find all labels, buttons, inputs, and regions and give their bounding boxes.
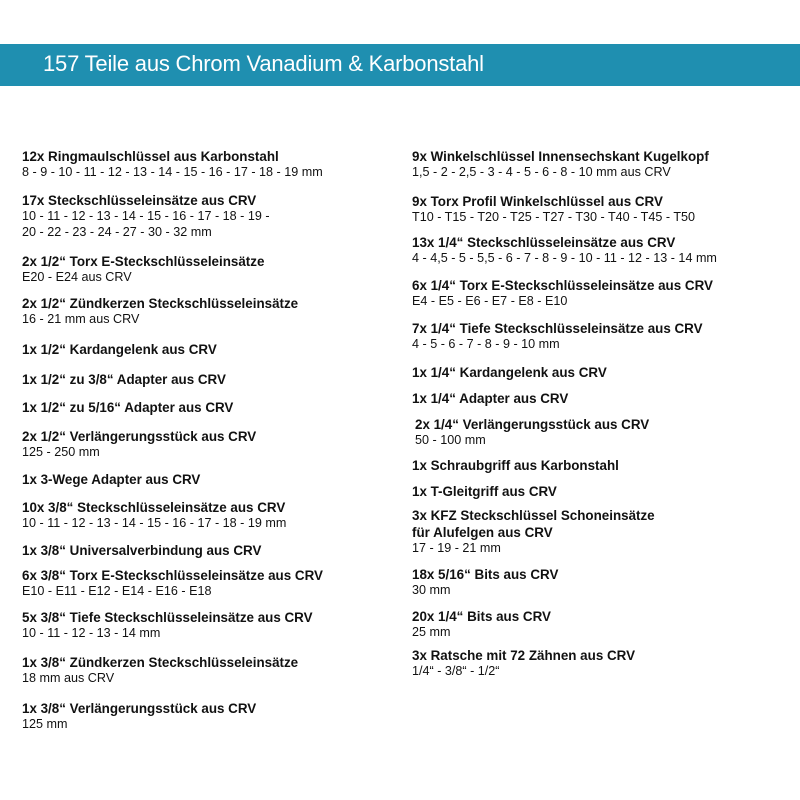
left-list-item: [22, 193, 270, 240]
item-detail: 18 mm aus CRV: [22, 671, 115, 685]
item-detail: 4 - 5 - 6 - 7 - 8 - 9 - 10 mm: [412, 337, 560, 351]
item-title: 1x 1/4“ Kardangelenk aus CRV: [412, 365, 607, 380]
item-title: 5x 3/8“ Tiefe Steckschlüsseleinsätze aus CRV: [22, 610, 313, 625]
right-list-item: [415, 417, 649, 448]
item-title: 1x 3/8“ Verlängerungsstück aus CRV: [22, 701, 257, 716]
item-title: 18x 5/16“ Bits aus CRV: [412, 567, 559, 582]
item-title: 2x 1/4“ Verlängerungsstück aus CRV: [415, 417, 650, 432]
item-title: 9x Torx Profil Winkelschlüssel aus CRV: [412, 194, 663, 209]
item-detail: 1,5 - 2 - 2,5 - 3 - 4 - 5 - 6 - 8 - 10 mm aus CRV: [412, 165, 671, 179]
item-title: 1x 1/2“ zu 5/16“ Adapter aus CRV: [22, 400, 234, 415]
right-list-item: [412, 484, 557, 499]
right-list-item: [412, 458, 619, 473]
item-title: 1x 1/2“ Kardangelenk aus CRV: [22, 342, 217, 357]
right-list-item: [412, 391, 568, 406]
item-title: 1x Schraubgriff aus Karbonstahl: [412, 458, 619, 473]
right-list-item: [412, 149, 709, 180]
right-list-item: [412, 525, 553, 556]
item-detail: T10 - T15 - T20 - T25 - T27 - T30 - T40 - T45 - T50: [412, 210, 696, 224]
left-list-item: [22, 610, 313, 641]
right-list-item: [412, 567, 558, 598]
item-detail: 17 - 19 - 21 mm: [412, 541, 501, 555]
item-title: 9x Winkelschlüssel Innensechskant Kugelkopf: [412, 149, 709, 164]
item-detail: 4 - 4,5 - 5 - 5,5 - 6 - 7 - 8 - 9 - 10 - 11 - 12 - 13 - 14 mm: [412, 251, 717, 265]
item-detail: E4 - E5 - E6 - E7 - E8 - E10: [412, 294, 568, 308]
item-title: 6x 3/8“ Torx E-Steckschlüsseleinsätze aus CRV: [22, 568, 323, 583]
item-title: 1x 1/4“ Adapter aus CRV: [412, 391, 569, 406]
left-list-item: [22, 342, 217, 357]
right-list-item: [412, 321, 703, 352]
left-list-item: [22, 429, 256, 460]
item-title: 1x 3/8“ Universalverbindung aus CRV: [22, 543, 262, 558]
item-title: 1x 3-Wege Adapter aus CRV: [22, 472, 201, 487]
item-title: 6x 1/4“ Torx E-Steckschlüsseleinsätze aus CRV: [412, 278, 713, 293]
left-list-item: [22, 400, 233, 415]
item-title: 2x 1/2“ Zündkerzen Steckschlüsseleinsätze: [22, 296, 299, 311]
item-detail: 10 - 11 - 12 - 13 - 14 mm: [22, 626, 161, 640]
item-title: 7x 1/4“ Tiefe Steckschlüsseleinsätze aus CRV: [412, 321, 703, 336]
item-detail: E10 - E11 - E12 - E14 - E16 - E18: [22, 584, 212, 598]
left-list-item: [22, 500, 286, 531]
left-list-item: [22, 568, 323, 599]
item-title: 2x 1/2“ Torx E-Steckschlüsseleinsätze: [22, 254, 265, 269]
item-detail: 25 mm: [412, 625, 451, 639]
page-title: 157 Teile aus Chrom Vanadium & Karbonstahl: [43, 51, 484, 76]
right-list-item: [412, 609, 551, 640]
item-detail: 10 - 11 - 12 - 13 - 14 - 15 - 16 - 17 - 18 - 19 -: [22, 209, 270, 223]
item-title: 1x T-Gleitgriff aus CRV: [412, 484, 557, 499]
item-detail: 1/4“ - 3/8“ - 1/2“: [412, 664, 500, 678]
item-title: 1x 1/2“ zu 3/8“ Adapter aus CRV: [22, 372, 226, 387]
item-title: 1x 3/8“ Zündkerzen Steckschlüsseleinsätze: [22, 655, 299, 670]
left-list-item: [22, 701, 256, 732]
right-list-item: [412, 235, 717, 266]
left-list-item: [22, 372, 226, 387]
right-list-item: [412, 508, 655, 523]
item-detail: 50 - 100 mm: [415, 433, 486, 447]
title-banner: [0, 44, 800, 86]
item-title: 10x 3/8“ Steckschlüsseleinsätze aus CRV: [22, 500, 286, 515]
item-detail: 8 - 9 - 10 - 11 - 12 - 13 - 14 - 15 - 16 - 17 - 18 - 19 mm: [22, 165, 323, 179]
left-list-item: [22, 296, 298, 327]
right-list-item: [412, 194, 695, 225]
item-title: 3x KFZ Steckschlüssel Schoneinsätze: [412, 508, 655, 523]
item-detail: 16 - 21 mm aus CRV: [22, 312, 140, 326]
right-list-item: [412, 278, 713, 309]
item-detail: 10 - 11 - 12 - 13 - 14 - 15 - 16 - 17 - 18 - 19 mm: [22, 516, 287, 530]
item-title: 17x Steckschlüsseleinsätze aus CRV: [22, 193, 257, 208]
left-list-item: [22, 655, 298, 686]
left-list-item: [22, 543, 261, 558]
left-list-item: [22, 149, 323, 180]
left-list-item: [22, 472, 200, 487]
left-list-item: [22, 254, 264, 285]
item-title: 20x 1/4“ Bits aus CRV: [412, 609, 551, 624]
right-list-item: [412, 365, 607, 380]
item-title: für Alufelgen aus CRV: [412, 525, 553, 540]
item-detail: 125 - 250 mm: [22, 445, 100, 459]
item-title: 12x Ringmaulschlüssel aus Karbonstahl: [22, 149, 279, 164]
item-detail: E20 - E24 aus CRV: [22, 270, 132, 284]
item-detail: 20 - 22 - 23 - 24 - 27 - 30 - 32 mm: [22, 225, 212, 239]
item-title: 13x 1/4“ Steckschlüsseleinsätze aus CRV: [412, 235, 676, 250]
right-list-item: [412, 648, 635, 679]
item-title: 2x 1/2“ Verlängerungsstück aus CRV: [22, 429, 257, 444]
item-title: 3x Ratsche mit 72 Zähnen aus CRV: [412, 648, 636, 663]
item-detail: 30 mm: [412, 583, 451, 597]
item-detail: 125 mm: [22, 717, 68, 731]
